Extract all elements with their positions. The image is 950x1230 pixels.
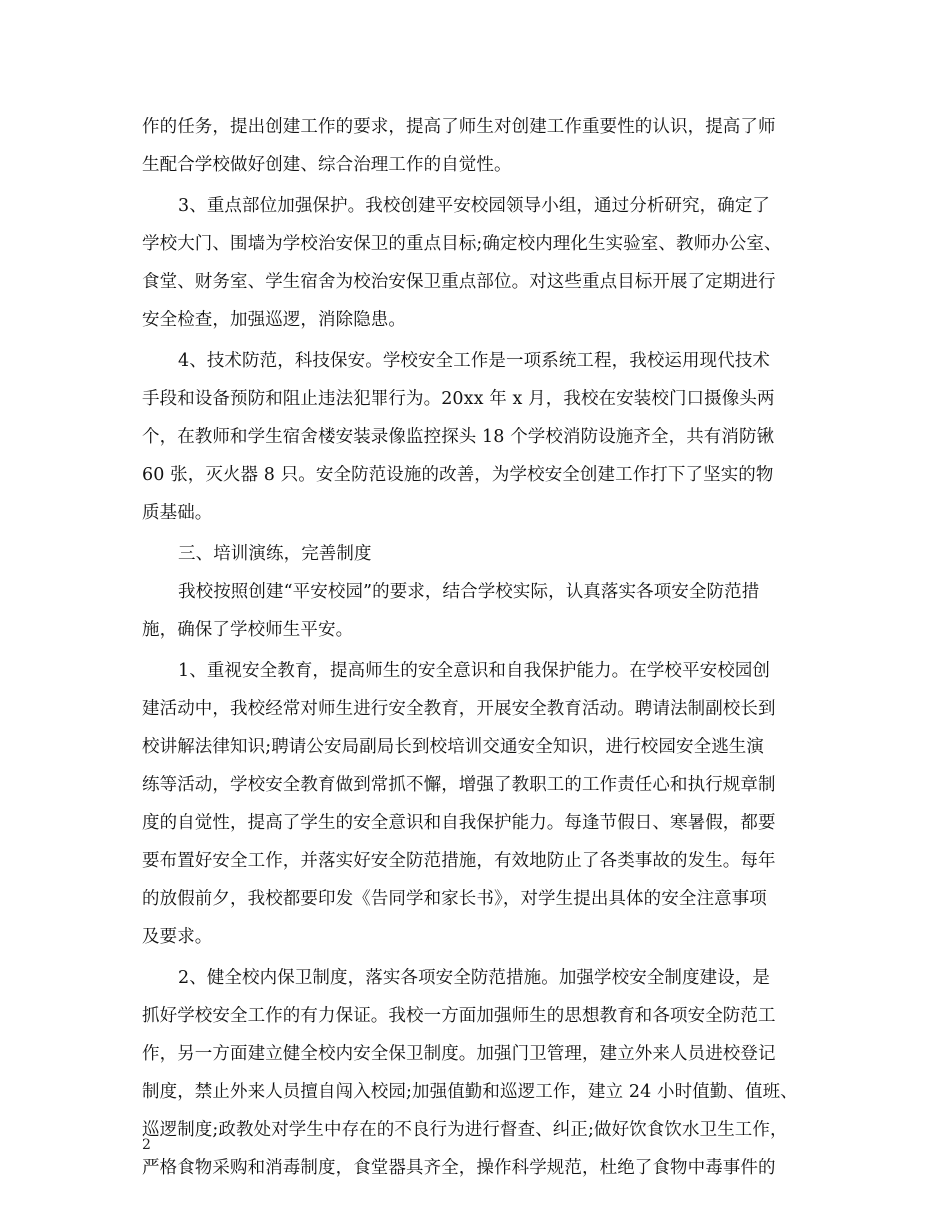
text-line: 2、健全校内保卫制度，落实各项安全防范措施。加强学校安全制度建设，是: [178, 968, 771, 988]
text-line: 制度，禁止外来人员擅自闯入校园;加强值勤和巡逻工作，建立 24 小时值勤、值班、: [142, 1082, 798, 1102]
text-line: 学校大门、围墙为学校治安保卫的重点目标;确定校内理化生实验室、教师办公室、: [142, 234, 782, 254]
page-number: 2: [142, 1137, 151, 1153]
text-line: 巡逻制度;政教处对学生中存在的不良行为进行督查、纠正;做好饮食饮水卫生工作，: [142, 1120, 788, 1140]
text-line: 手段和设备预防和阻止违法犯罪行为。20xx 年 x 月，我校在安装校门口摄像头两: [142, 389, 775, 409]
text-line: 安全检查，加强巡逻，消除隐患。: [142, 310, 406, 330]
section-heading: 三、培训演练，完善制度: [178, 544, 372, 564]
text-line: 校讲解法律知识;聘请公安局副局长到校培训交通安全知识，进行校园安全逃生演: [142, 737, 764, 757]
text-line: 施，确保了学校师生平安。: [142, 620, 354, 640]
text-line: 个，在教师和学生宿舍楼安装录像监控探头 18 个学校消防设施齐全，共有消防锹: [142, 427, 775, 447]
text-line: 3、重点部位加强保护。我校创建平安校园领导小组，通过分析研究，确定了: [178, 196, 771, 216]
text-line: 我校按照创建“平安校园”的要求，结合学校实际，认真落实各项安全防范措: [178, 582, 760, 602]
text-line: 1、重视安全教育，提高师生的安全意识和自我保护能力。在学校平安校园创: [178, 661, 771, 681]
text-line: 抓好学校安全工作的有力保证。我校一方面加强师生的思想教育和各项安全防范工: [142, 1006, 776, 1026]
text-line: 练等活动，学校安全教育做到常抓不懈，增强了教职工的工作责任心和执行规章制: [142, 775, 776, 795]
text-line: 4、技术防范，科技保安。学校安全工作是一项系统工程，我校运用现代技术: [178, 351, 771, 371]
document-body: [142, 108, 810, 1187]
text-line: 的放假前夕，我校都要印发《告同学和家长书》，对学生提出具体的安全注意事项: [142, 889, 767, 909]
text-line: 食堂、财务室、学生宿舍为校治安保卫重点部位。对这些重点目标开展了定期进行: [142, 272, 776, 292]
text-line: 建活动中，我校经常对师生进行安全教育，开展安全教育活动。聘请法制副校长到: [142, 699, 776, 719]
text-line: 质基础。: [142, 503, 213, 523]
text-line: 严格食物采购和消毒制度，食堂器具齐全，操作科学规范，杜绝了食物中毒事件的: [142, 1158, 776, 1178]
text-line: 要布置好安全工作，并落实好安全防范措施，有效地防止了各类事故的发生。每年: [142, 851, 776, 871]
text-line: 60 张，灭火器 8 只。安全防范设施的改善，为学校安全创建工作打下了坚实的物: [142, 465, 774, 485]
text-line: 作的任务，提出创建工作的要求，提高了师生对创建工作重要性的认识，提高了师: [142, 117, 776, 137]
text-line: 及要求。: [142, 927, 213, 947]
text-line: 度的自觉性，提高了学生的安全意识和自我保护能力。每逢节假日、寒暑假，都要: [142, 813, 776, 833]
text-line: 作，另一方面建立健全校内安全保卫制度。加强门卫管理，建立外来人员进校登记: [142, 1044, 776, 1064]
text-line: 生配合学校做好创建、综合治理工作的自觉性。: [142, 155, 512, 175]
